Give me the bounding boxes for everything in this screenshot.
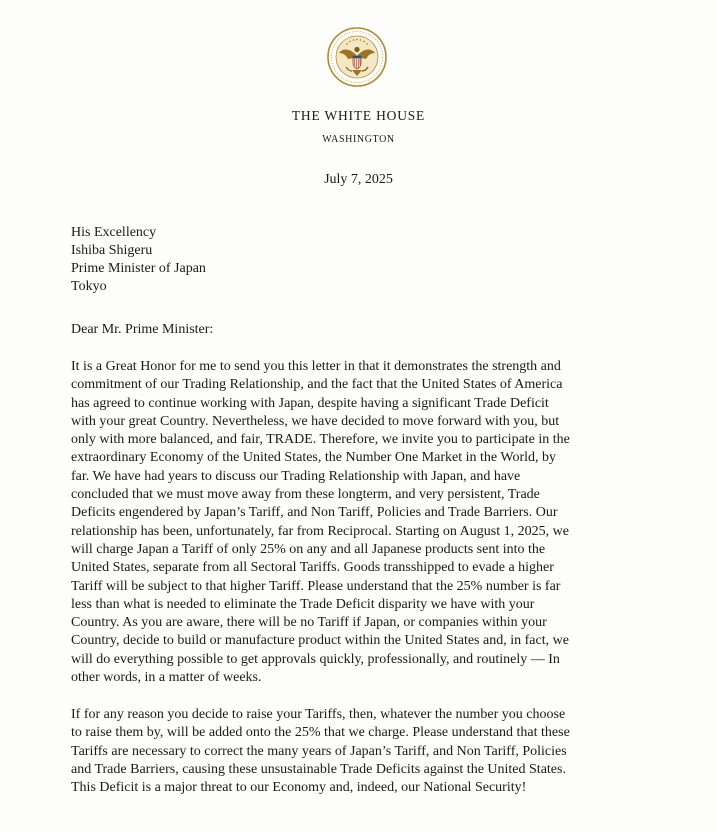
text-line: and Trade Barriers, causing these unsustainable Trade Deficits against the United States. [71, 761, 566, 777]
text-line: less than what is needed to eliminate the Trade Deficit disparity we have with your [71, 596, 535, 612]
letterhead-title: THE WHITE HOUSE [291, 108, 426, 123]
letter-date: July 7, 2025 [324, 172, 393, 187]
recipient-city: Tokyo [71, 279, 107, 294]
body-paragraph-1 [71, 358, 570, 687]
text-line: United States, separate from all Sectoral Tariffs. Goods transshipped to evade a higher [71, 560, 554, 576]
text-line: will charge Japan a Tariff of only 25% on any and all Japanese products sent into the [71, 541, 546, 557]
text-line: to raise them by, will be added onto the 25% that we charge. Please understand that these [71, 725, 570, 741]
recipient-honorific: His Excellency [71, 225, 157, 240]
text-line: It is a Great Honor for me to send you this letter in that it demonstrates the strength and [71, 359, 561, 374]
body-paragraph-2 [71, 706, 570, 797]
presidential-seal-icon [326, 26, 388, 88]
text-line: with your great Country. Nevertheless, we have decided to move forward with you, but [71, 413, 560, 429]
text-line: commitment of our Trading Relationship, and the fact that the United States of America [71, 377, 563, 393]
recipient-title: Prime Minister of Japan [71, 261, 206, 276]
recipient-name: Ishiba Shigeru [71, 243, 153, 258]
letterhead-city: WASHINGTON [322, 134, 395, 145]
text-line: other words, in a matter of weeks. [71, 670, 262, 686]
text-line: far. We have had years to discuss our Trading Relationship with Japan, and have [71, 468, 521, 484]
salutation: Dear Mr. Prime Minister: [71, 322, 214, 337]
text-line: Deficits engendered by Japan’s Tariff, and Non Tariff, Policies and Trade Barriers. Our [71, 505, 558, 521]
text-line: Tariffs are necessary to correct the many years of Japan’s Tariff, and Non Tariff, Policies [71, 743, 567, 759]
text-line: relationship has been, unfortunately, far from Reciprocal. Starting on August 1, 2025, we [71, 523, 569, 539]
text-line: only with more balanced, and fair, TRADE. Therefore, we invite you to participate in the [71, 432, 570, 448]
text-line: Country. As you are aware, there will be no Tariff if Japan, or companies within your [71, 615, 547, 631]
text-line: If for any reason you decide to raise your Tariffs, then, whatever the number you choose [71, 707, 566, 722]
text-line: Tariff will be subject to that higher Tariff. Please understand that the 25% number is far [71, 578, 561, 594]
text-line: extraordinary Economy of the United States, the Number One Market in the World, by [71, 450, 556, 466]
text-line: concluded that we must move away from these longterm, and very persistent, Trade [71, 487, 540, 503]
recipient-address [71, 224, 206, 296]
text-line: will do everything possible to get approvals quickly, professionally, and routinely — In [71, 651, 560, 667]
text-line: This Deficit is a major threat to our Economy and, indeed, our National Security! [71, 780, 527, 796]
text-line: Country, decide to build or manufacture product within the United States and, in fact, we [71, 633, 569, 649]
text-line: has agreed to continue working with Japan, despite having a significant Trade Deficit [71, 395, 549, 411]
